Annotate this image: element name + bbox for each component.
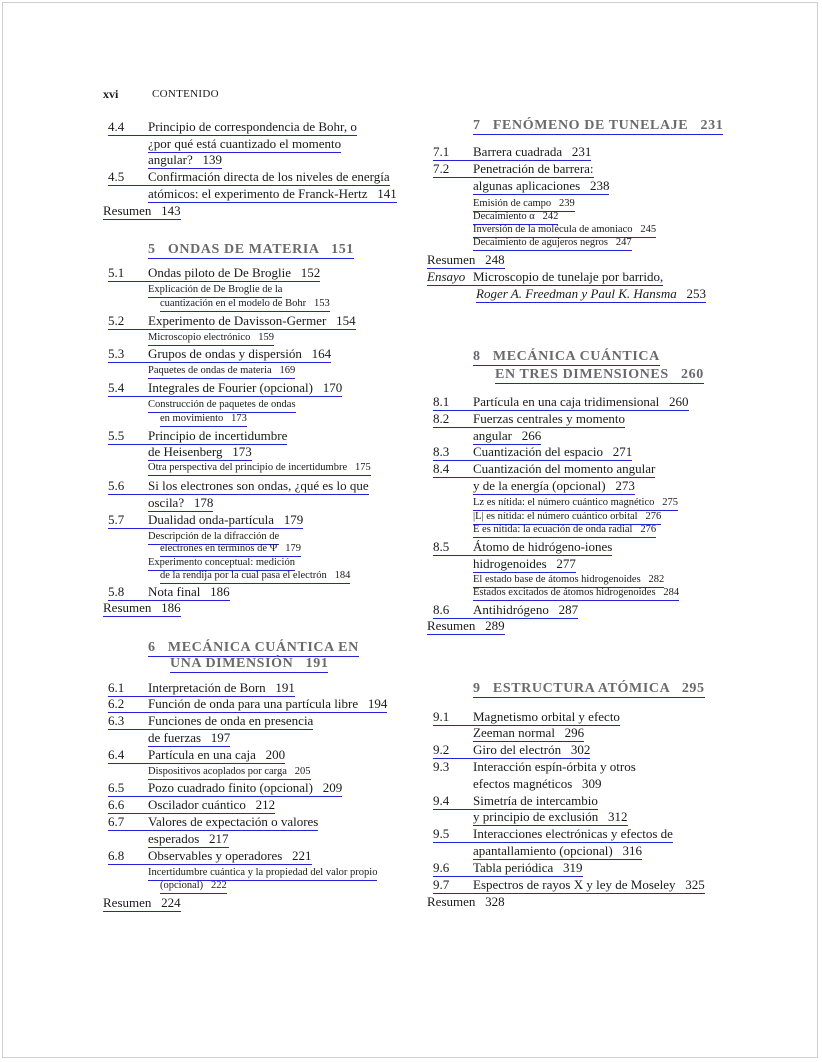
essay-label: Ensayo <box>427 269 466 284</box>
toc-entry-5-1[interactable] <box>108 265 320 282</box>
entry-text: Confirmación directa de los niveles de energía <box>148 169 390 184</box>
toc-entry-5-2[interactable] <box>108 313 356 330</box>
entry-text: Funciones de onda en presencia <box>148 713 314 728</box>
toc-entry-8-3[interactable] <box>433 444 632 461</box>
chapter-heading-6-line2[interactable]: UNA DIMENSIÓN 191 <box>170 656 329 671</box>
toc-entry-6-3[interactable] <box>108 713 313 730</box>
toc-subentry[interactable]: (opcional) 222 <box>160 880 227 894</box>
toc-entry-6-5[interactable] <box>108 780 342 797</box>
toc-entry-line[interactable]: y principio de exclusión 312 <box>473 809 628 824</box>
toc-summary[interactable]: Resumen 143 <box>103 203 181 218</box>
section-number: 6.6 <box>108 797 125 812</box>
toc-entry-9-7[interactable] <box>433 877 705 894</box>
section-number: 9.7 <box>433 877 450 892</box>
toc-subentry[interactable]: Otra perspectiva del principio de incertidumbre 175 <box>148 462 371 476</box>
section-number: 6.3 <box>108 713 125 728</box>
toc-subentry[interactable]: en movimiento 173 <box>160 413 247 427</box>
toc-entry-8-5[interactable] <box>433 539 612 556</box>
toc-entry-line[interactable]: de Heisenberg 173 <box>148 444 252 459</box>
toc-entry-5-6[interactable] <box>108 478 369 495</box>
chapter-heading-5[interactable]: 5 ONDAS DE MATERIA 151 <box>148 242 354 257</box>
toc-summary[interactable]: Resumen 186 <box>103 600 181 615</box>
toc-summary[interactable]: Resumen 248 <box>427 252 505 267</box>
entry-text: Pozo cuadrado finito (opcional) 209 <box>148 780 343 795</box>
toc-entry-7-2[interactable] <box>433 161 594 178</box>
toc-subentry[interactable]: Estados excitados de átomos hidrogenoides 284 <box>473 587 679 601</box>
section-number: 5.4 <box>108 380 125 395</box>
toc-entry-8-4[interactable] <box>433 461 655 478</box>
entry-text: Partícula en una caja 200 <box>148 747 286 762</box>
section-number: 5.1 <box>108 265 125 280</box>
toc-subentry[interactable]: de la rendija por la cual pasa el electrón 184 <box>160 570 350 584</box>
toc-entry-5-7[interactable] <box>108 512 303 529</box>
entry-text: Cuantización del momento angular <box>473 461 656 476</box>
entry-text: Principio de correspondencia de Bohr, o <box>148 119 357 134</box>
section-number: 5.3 <box>108 346 125 361</box>
toc-entry-9-1[interactable] <box>433 709 620 726</box>
toc-entry-6-4[interactable] <box>108 747 285 764</box>
entry-text: Interpretación de Born 191 <box>148 680 295 695</box>
section-number: 4.4 <box>108 119 125 134</box>
toc-subentry[interactable]: Incertidumbre cuántica y la propiedad del valor propio <box>148 867 377 881</box>
entry-text: Integrales de Fourier (opcional) 170 <box>148 380 343 395</box>
entry-text: Principio de incertidumbre <box>148 428 288 443</box>
section-number: 5.2 <box>108 313 125 328</box>
chapter-heading-6[interactable]: 6 MECÁNICA CUÁNTICA EN <box>148 640 359 655</box>
toc-subentry[interactable]: Emisión de campo 239 <box>473 198 575 212</box>
entry-text: Fuerzas centrales y momento <box>473 411 625 426</box>
section-number: 8.5 <box>433 539 450 554</box>
section-number: 8.2 <box>433 411 450 426</box>
toc-subentry[interactable]: El estado base de átomos hidrogenoides 282 <box>473 574 664 588</box>
toc-essay[interactable] <box>427 269 663 286</box>
section-number: 8.3 <box>433 444 450 459</box>
toc-entry-line[interactable]: apantallamiento (opcional) 316 <box>473 843 642 858</box>
toc-subentry[interactable]: Inversión de la molécula de amoniaco 245 <box>473 224 656 238</box>
toc-subentry[interactable]: Lz es nítida: el número cuántico magnético 275 <box>473 497 678 511</box>
section-number: 9.1 <box>433 709 450 724</box>
entry-text: Ondas piloto de De Broglie 152 <box>148 265 321 280</box>
section-number: 9.3 <box>433 759 450 774</box>
entry-text: Experimento de Davisson-Germer 154 <box>148 313 356 328</box>
toc-entry-9-3 <box>433 759 636 776</box>
section-number: 8.6 <box>433 602 450 617</box>
toc-entry-6-7[interactable] <box>108 814 318 831</box>
toc-summary[interactable]: Resumen 289 <box>427 618 505 633</box>
toc-entry-line[interactable]: atómicos: el experimento de Franck-Hertz 141 <box>148 186 397 201</box>
entry-text: Interacciones electrónicas y efectos de <box>473 826 673 841</box>
page-number: xvi <box>103 87 119 101</box>
entry-text: Magnetismo orbital y efecto <box>473 709 620 724</box>
toc-entry-line[interactable]: Zeeman normal 296 <box>473 725 585 740</box>
toc-entry-5-4[interactable] <box>108 380 342 397</box>
toc-subentry[interactable]: Decaimiento de agujeros negros 247 <box>473 237 632 251</box>
toc-subentry[interactable]: Decaimiento α 242 <box>473 211 558 225</box>
entry-text: Giro del electrón 302 <box>473 742 591 757</box>
toc-essay-authors[interactable] <box>476 286 706 303</box>
section-number: 9.4 <box>433 793 450 808</box>
section-number: 6.1 <box>108 680 125 695</box>
toc-entry-6-6[interactable] <box>108 797 275 814</box>
entry-text: Tabla periódica 319 <box>473 860 583 875</box>
toc-entry-5-8[interactable] <box>108 584 230 601</box>
section-number: 6.2 <box>108 696 125 711</box>
toc-entry-line[interactable]: de fuerzas 197 <box>148 730 231 745</box>
toc-subentry[interactable]: Paquetes de ondas de materia 169 <box>148 365 295 379</box>
toc-subentry[interactable]: Construcción de paquetes de ondas <box>148 399 296 413</box>
toc-entry-5-3[interactable] <box>108 346 331 363</box>
toc-entry-9-6[interactable] <box>433 860 583 877</box>
toc-entry-4-5[interactable] <box>108 169 390 186</box>
toc-subentry[interactable]: Explicación de De Broglie de la <box>148 284 282 298</box>
entry-text: Antihidrógeno 287 <box>473 602 579 617</box>
toc-summary[interactable]: Resumen 224 <box>103 895 181 910</box>
section-number: 6.5 <box>108 780 125 795</box>
page-ref: 253 <box>676 286 707 301</box>
entry-text: Función de onda para una partícula libre 194 <box>148 696 388 711</box>
chapter-heading-9[interactable]: 9 ESTRUCTURA ATÓMICA 295 <box>473 681 705 696</box>
entry-text: Valores de expectación o valores <box>148 814 319 829</box>
section-number: 5.8 <box>108 584 125 599</box>
toc-entry-line[interactable]: angular? 139 <box>148 152 223 167</box>
section-number: 4.5 <box>108 169 125 184</box>
toc-entry-8-1[interactable] <box>433 394 689 411</box>
toc-entry-7-1[interactable] <box>433 144 591 161</box>
toc-entry-line[interactable]: hidrogenoides 277 <box>473 556 576 571</box>
section-number: 8.1 <box>433 394 450 409</box>
toc-entry-9-2[interactable] <box>433 742 590 759</box>
running-header: CONTENIDO <box>152 88 219 100</box>
toc-entry-4-4[interactable] <box>108 119 357 136</box>
toc-entry-line[interactable]: angular 266 <box>473 428 542 443</box>
entry-text: Partícula en una caja tridimensional 260 <box>473 394 689 409</box>
section-number: 9.5 <box>433 826 450 841</box>
toc-entry-9-4[interactable] <box>433 793 598 810</box>
section-number: 9.2 <box>433 742 450 757</box>
toc-entry-5-5[interactable] <box>108 428 287 445</box>
section-number: 6.4 <box>108 747 125 762</box>
entry-text: Oscilador cuántico 212 <box>148 797 276 812</box>
toc-subentry[interactable]: Dispositivos acoplados por carga 205 <box>148 766 311 780</box>
toc-subentry[interactable]: Descripción de la difracción de <box>148 531 279 545</box>
section-number: 8.4 <box>433 461 450 476</box>
authors: Roger A. Freedman y Paul K. Hansma <box>476 286 677 301</box>
toc-entry-8-2[interactable] <box>433 411 625 428</box>
section-number: 5.7 <box>108 512 125 527</box>
section-number: 7.2 <box>433 161 450 176</box>
entry-text: Simetría de intercambio <box>473 793 598 808</box>
entry-text: Interacción espín-órbita y otros <box>473 759 636 774</box>
toc-entry-line[interactable]: ¿por qué está cuantizado el momento <box>148 136 342 151</box>
toc-entry-line[interactable]: esperados 217 <box>148 831 229 846</box>
toc-entry-line[interactable]: algunas aplicaciones 238 <box>473 178 610 193</box>
toc-entry-6-8[interactable] <box>108 848 312 865</box>
entry-text: Dualidad onda-partícula 179 <box>148 512 304 527</box>
entry-text: Barrera cuadrada 231 <box>473 144 592 159</box>
toc-subentry[interactable]: Microscopio electrónico 159 <box>148 332 274 346</box>
section-number: 6.8 <box>108 848 125 863</box>
toc-subentry[interactable]: E es nítida: la ecuación de onda radial 276 <box>473 524 656 538</box>
toc-entry-line: efectos magnéticos 309 <box>473 776 602 791</box>
entry-text: Observables y operadores 221 <box>148 848 312 863</box>
toc-subentry[interactable]: Experimento conceptual: medición <box>148 557 295 571</box>
section-number: 7.1 <box>433 144 450 159</box>
toc-entry-8-6[interactable] <box>433 602 578 619</box>
entry-text: Átomo de hidrógeno-iones <box>473 539 613 554</box>
chapter-heading-7[interactable]: 7 FENÓMENO DE TUNELAJE 231 <box>473 118 724 133</box>
section-number: 5.6 <box>108 478 125 493</box>
entry-text: Nota final 186 <box>148 584 230 599</box>
entry-text: Espectros de rayos X y ley de Moseley 325 <box>473 877 705 892</box>
entry-text: Cuantización del espacio 271 <box>473 444 633 459</box>
toc-subentry[interactable]: cuantización en el modelo de Bohr 153 <box>160 298 330 312</box>
section-number: 6.7 <box>108 814 125 829</box>
toc-summary: Resumen 328 <box>427 894 505 909</box>
toc-entry-9-5[interactable] <box>433 826 673 843</box>
toc-entry-line[interactable]: y de la energía (opcional) 273 <box>473 478 635 493</box>
section-number: 5.5 <box>108 428 125 443</box>
chapter-heading-8[interactable]: 8 MECÁNICA CUÁNTICA <box>473 349 660 364</box>
toc-entry-6-1[interactable] <box>108 680 295 697</box>
entry-text: Penetración de barrera: <box>473 161 594 176</box>
toc-subentry[interactable]: electrones en términos de Ψ 179 <box>160 543 301 557</box>
section-number: 9.6 <box>433 860 450 875</box>
entry-text: Grupos de ondas y dispersión 164 <box>148 346 332 361</box>
toc-entry-6-2[interactable] <box>108 696 387 713</box>
entry-text: Si los electrones son ondas, ¿qué es lo que <box>148 478 369 493</box>
entry-text: Microscopio de tunelaje por barrido, <box>473 269 664 284</box>
chapter-heading-8-line2[interactable]: EN TRES DIMENSIONES 260 <box>495 367 704 382</box>
toc-entry-line[interactable]: oscila? 178 <box>148 495 214 510</box>
toc-subentry[interactable]: |L| es nítida: el número cuántico orbital 276 <box>473 511 661 525</box>
